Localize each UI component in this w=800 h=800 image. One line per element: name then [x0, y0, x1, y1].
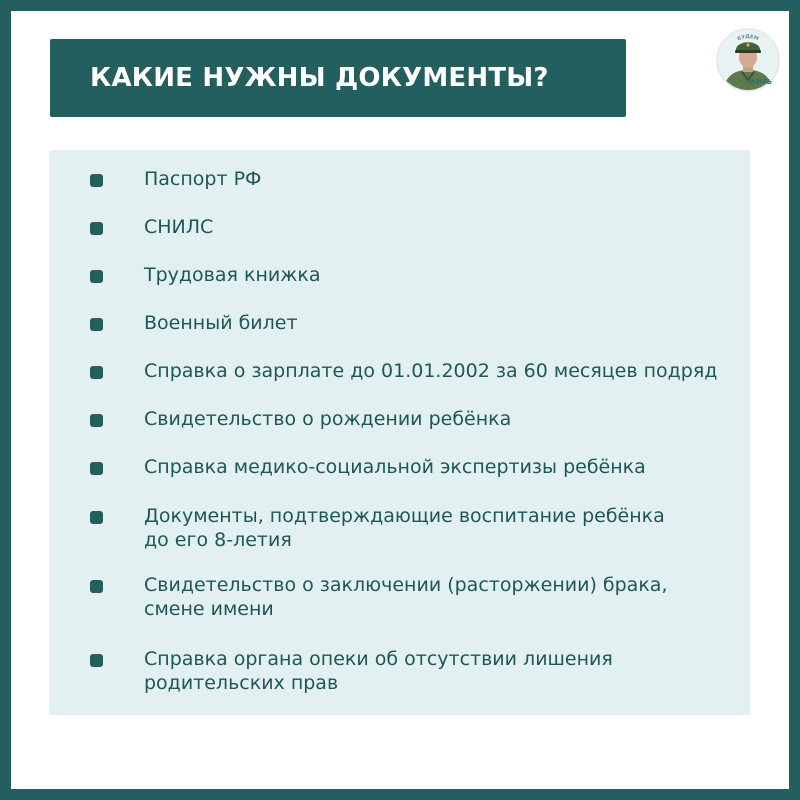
- list-item-text: Свидетельство о рождении ребёнка: [144, 408, 512, 430]
- soldier-portrait-logo-icon: [716, 28, 780, 92]
- list-item-text: Военный билет: [144, 312, 298, 334]
- list-item-text: смене имени: [144, 598, 274, 620]
- bullet-icon: [90, 270, 103, 283]
- bullet-icon: [90, 318, 103, 331]
- list-item-text: СНИЛС: [144, 216, 214, 238]
- bullet-icon: [90, 511, 103, 524]
- bullet-icon: [90, 174, 103, 187]
- page-title: КАКИЕ НУЖНЫ ДОКУМЕНТЫ?: [90, 63, 549, 93]
- bullet-icon: [90, 366, 103, 379]
- list-item-text: Справка о зарплате до 01.01.2002 за 60 месяцев подряд: [144, 360, 718, 382]
- bullet-icon: [90, 654, 103, 667]
- list-item-text: Документы, подтверждающие воспитание ребёнка: [144, 505, 665, 527]
- list-item-text: до его 8-летия: [144, 529, 292, 551]
- logo-top-text: БУДЕМ: [736, 33, 760, 43]
- list-item-text: Справка органа опеки об отсутствии лишения: [144, 648, 613, 670]
- list-item-text: Трудовая книжка: [144, 264, 321, 286]
- logo-bottom-text: ЖИТЬ: [747, 78, 773, 86]
- list-item-text: Свидетельство о заключении (расторжении) брака,: [144, 574, 668, 596]
- bullet-icon: [90, 580, 103, 593]
- title-banner: [50, 39, 626, 117]
- bullet-icon: [90, 222, 103, 235]
- list-item-text: родительских прав: [144, 672, 339, 694]
- documents-list: [49, 150, 750, 715]
- bullet-icon: [90, 414, 103, 427]
- bullet-icon: [90, 462, 103, 475]
- list-item-text: Справка медико-социальной экспертизы ребёнка: [144, 456, 646, 478]
- list-item-text: Паспорт РФ: [144, 168, 262, 190]
